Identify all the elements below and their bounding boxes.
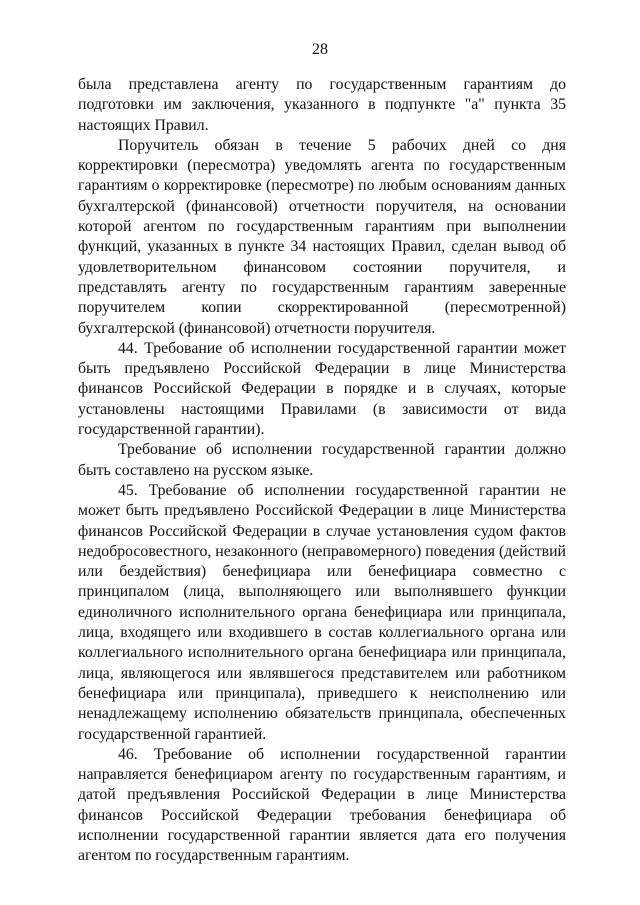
paragraph-language-requirement: Требование об исполнении государственной гарантии должно быть составлено на русском языке.	[78, 441, 566, 479]
document-body	[78, 75, 566, 867]
paragraph-44: 44. Требование об исполнении государственной гарантии может быть предъявлено Российской Федерации в лице Министерства финансов Российской Федерации в порядке и в случаях, которые установлены настоящими Правилами (в зависимости от вида государственной гарантии).	[78, 339, 566, 439]
paragraph-guarantor-obligation: Поручитель обязан в течение 5 рабочих дней со дня корректировки (пересмотра) уведомлять агента по государственным гарантиям о корректировке (пересмотре) по любым основаниям данных бухгалтерской (финансовой) отчетности поручителя, на основании которой агентом по государственным гарантиям при выполнении функций, указанных в пункте 34 настоящих Правил, сделан вывод об удовлетворительном финансовом состоянии поручителя, и представлять агенту по государственным гарантиям заверенные поручителем копии скорректированной (пересмотренной) бухгалтерской (финансовой) отчетности поручителя.	[78, 136, 566, 337]
paragraph-45: 45. Требование об исполнении государственной гарантии не может быть предъявлено Российской Федерации в лице Министерства финансов Российской Федерации в случае установления судом фактов недобросовестного, незаконного (неправомерного) поведения (действий или бездействия) бенефициара или бенефициара совместно с принципалом (лица, выполняющего или выполнявшего функции единоличного исполнительного органа бенефициара или принципала, лица, входящего или входившего в состав коллегиального органа или коллегиального исполнительного органа бенефициара или принципала, лица, являющегося или являвшегося представителем или работником бенефициара или принципала), приведшего к неисполнению или ненадлежащему исполнению обязательств принципала, обеспеченных государственной гарантией.	[78, 481, 566, 743]
page-number: 28	[312, 41, 328, 58]
paragraph-46: 46. Требование об исполнении государственной гарантии направляется бенефициаром агенту по государственным гарантиям, и датой предъявления Российской Федерации в лице Министерства финансов Российской Федерации требования бенефициара об исполнении государственной гарантии является дата его получения агентом по государственным гарантиям.	[78, 745, 566, 865]
paragraph-continuation: была представлена агенту по государственным гарантиям до подготовки им заключения, указанного в подпункте "а" пункта 35 настоящих Правил.	[78, 76, 566, 134]
